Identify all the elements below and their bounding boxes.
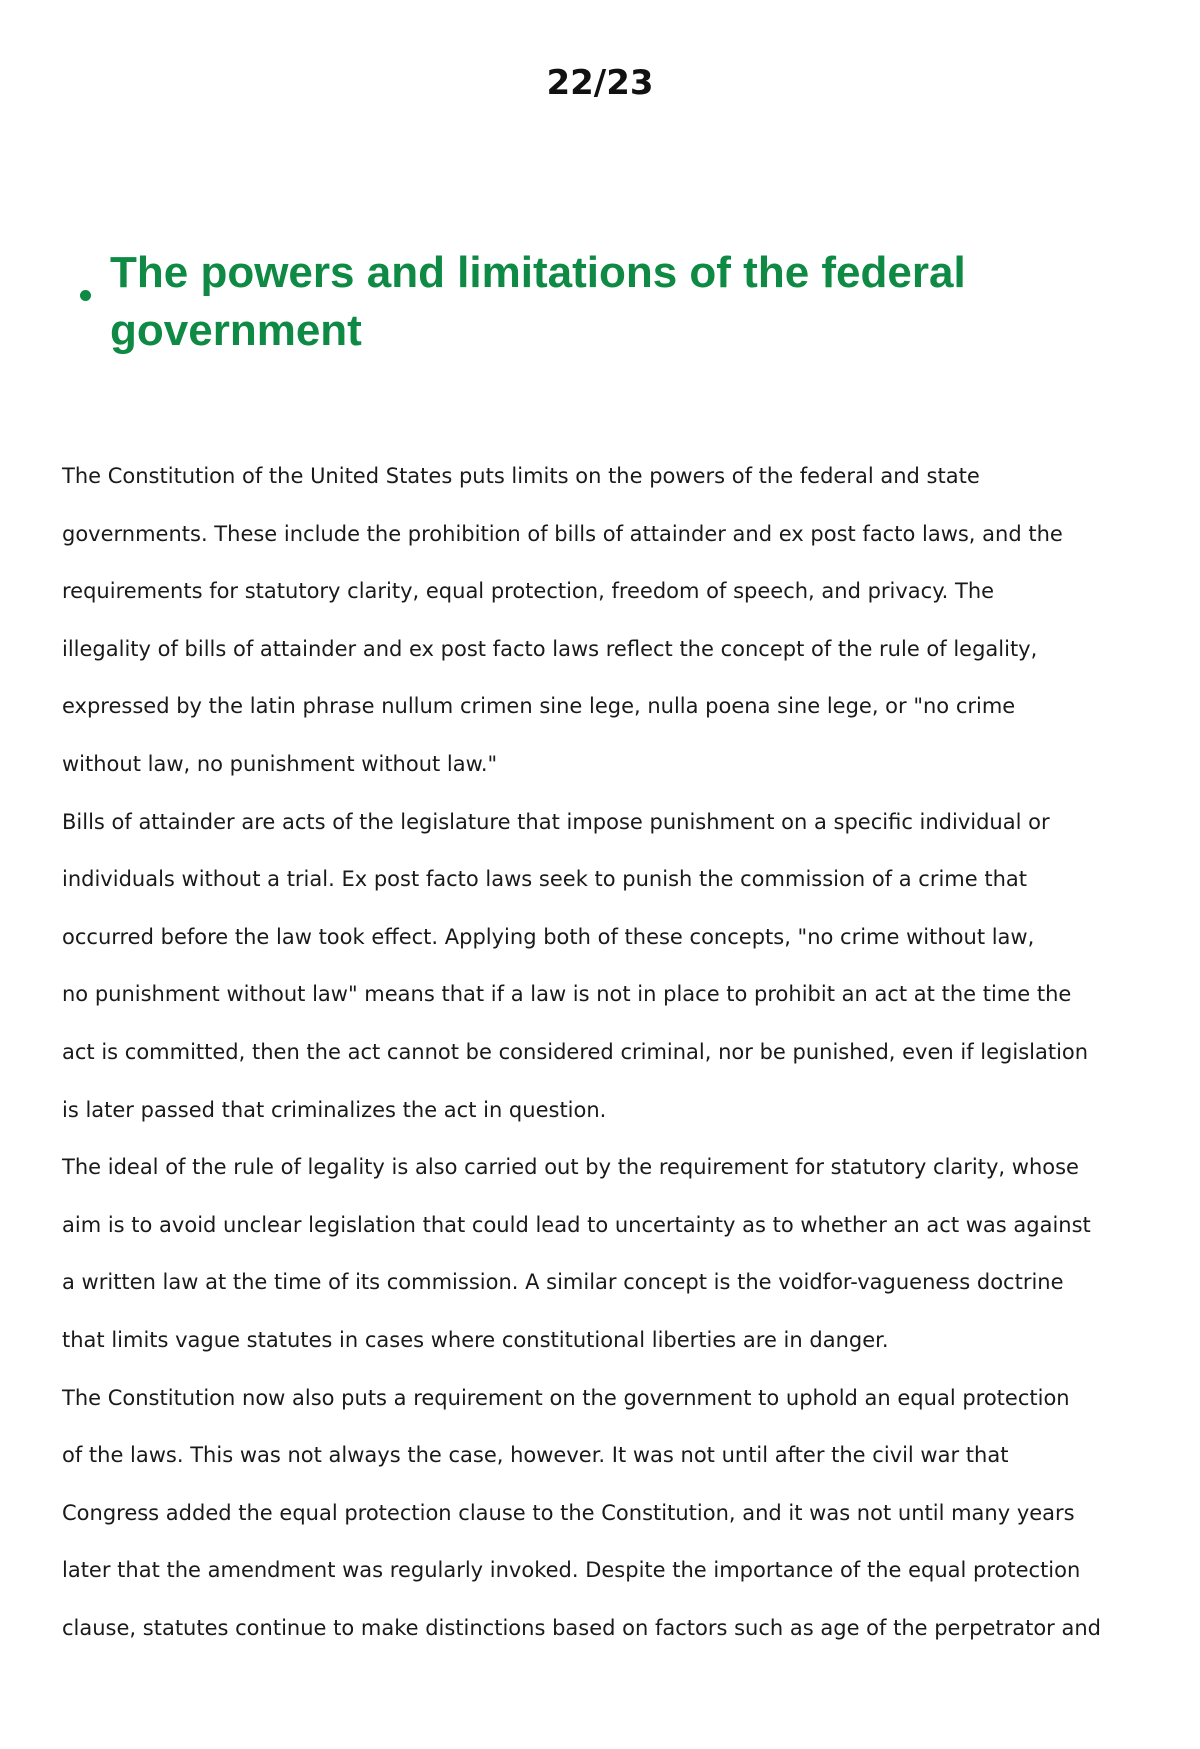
text-line: individuals without a trial. Ex post facto laws seek to punish the commission of a crime that <box>62 867 1027 892</box>
text-line: later that the amendment was regularly invoked. Despite the importance of the equal protection <box>62 1558 1081 1583</box>
text-line: that limits vague statutes in cases where constitutional liberties are in danger. <box>62 1327 889 1352</box>
text-line: a written law at the time of its commission. A similar concept is the voidfor-vagueness doctrine <box>62 1270 1064 1295</box>
section-title-line: government <box>110 305 362 355</box>
paragraph-statutory-clarity <box>62 1139 1112 1369</box>
text-line: Bills of attainder are acts of the legislature that impose punishment on a specific individual or <box>62 809 1050 834</box>
paragraph-equal-protection <box>62 1370 1112 1658</box>
text-line: act is committed, then the act cannot be considered criminal, nor be punished, even if legislation <box>62 1039 1089 1064</box>
text-line: The Constitution of the United States puts limits on the powers of the federal and state <box>62 464 980 488</box>
text-line: of the laws. This was not always the case, however. It was not until after the civil war that <box>62 1443 1009 1468</box>
section-title-line: The powers and limitations of the federal <box>110 248 966 297</box>
text-line: The Constitution now also puts a requirement on the government to uphold an equal protection <box>62 1385 1070 1410</box>
text-line: expressed by the latin phrase nullum crimen sine lege, nulla poena sine lege, or "no crime <box>62 694 1016 719</box>
text-line: Congress added the equal protection clause to the Constitution, and it was not until many years <box>62 1500 1075 1525</box>
text-line: clause, statutes continue to make distinctions based on factors such as age of the perpetrator and <box>62 1615 1101 1640</box>
section-title <box>110 242 1066 357</box>
text-line: The ideal of the rule of legality is also carried out by the requirement for statutory clarity, whose <box>62 1155 1079 1180</box>
text-line: occurred before the law took effect. Applying both of these concepts, "no crime without law, <box>62 924 1035 949</box>
bullet-icon <box>80 290 91 301</box>
text-line: requirements for statutory clarity, equal protection, freedom of speech, and privacy. The <box>62 579 995 604</box>
body-text <box>62 448 1112 1657</box>
paragraph-attainder <box>62 794 1112 1140</box>
text-line: aim is to avoid unclear legislation that could lead to uncertainty as to whether an act was against <box>62 1212 1091 1237</box>
paragraph-legality <box>62 448 1112 794</box>
text-line: no punishment without law" means that if a law is not in place to prohibit an act at the time the <box>62 982 1072 1007</box>
section-heading <box>66 242 1066 357</box>
text-line: illegality of bills of attainder and ex post facto laws reflect the concept of the rule of legality, <box>62 636 1038 661</box>
text-line: without law, no punishment without law." <box>62 751 498 776</box>
text-line: governments. These include the prohibition of bills of attainder and ex post facto laws, and the <box>62 521 1063 546</box>
text-line: is later passed that criminalizes the act in question. <box>62 1097 607 1122</box>
page-number: 22/23 <box>546 63 654 103</box>
